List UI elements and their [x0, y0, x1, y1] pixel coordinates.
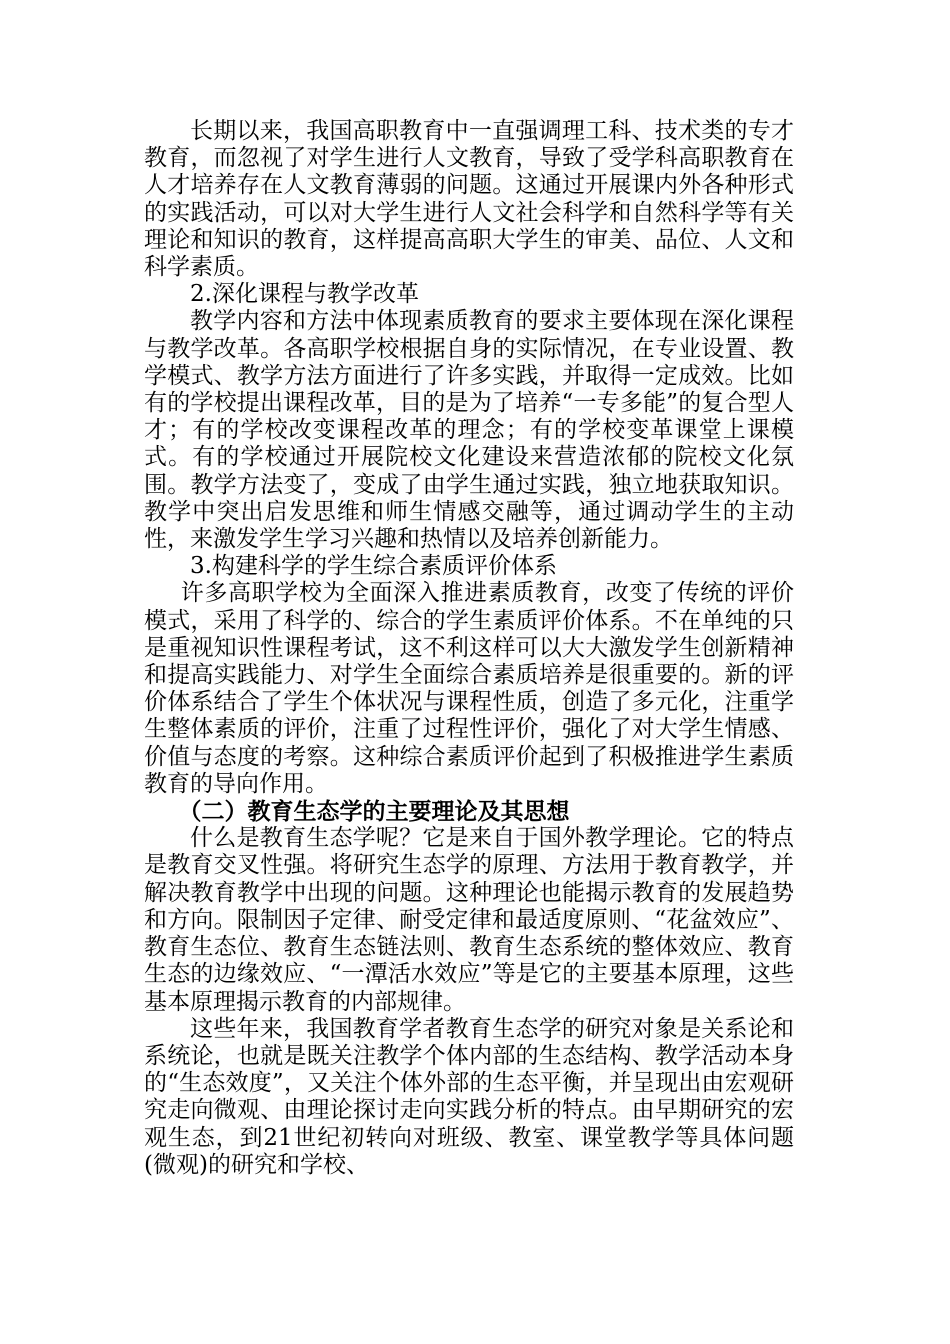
paragraph-educational-ecology-research: 这些年来，我国教育学者教育生态学的研究对象是关系论和系统论，也就是既关注教学个体内部的生态结构、教学活动本身的“生态效度”，又关注个体外部的生态平衡，并呈现出由宏观研究走向微观、由理论探讨走向实践分析的特点。由早期研究的宏观生态，到21世纪初转向对班级、教室、课堂教学等具体问题(微观)的研究和学校、 — [144, 1015, 794, 1178]
heading-educational-ecology: （二）教育生态学的主要理论及其思想 — [178, 798, 570, 826]
heading-curriculum-reform: 2.深化课程与教学改革 — [190, 281, 419, 308]
heading-evaluation-system: 3.构建科学的学生综合素质评价体系 — [190, 553, 557, 580]
document-page — [144, 118, 794, 1179]
paragraph-humanities-education: 长期以来，我国高职教育中一直强调理工科、技术类的专才教育，而忽视了对学生进行人文教育，导致了受学科高职教育在人才培养存在人文教育薄弱的问题。这通过开展课内外各种形式的实践活动，可以对大学生进行人文社会科学和自然科学等有关理论和知识的教育，这样提高高职大学生的审美、品位、人文和科学素质。 — [144, 118, 794, 281]
paragraph-educational-ecology-definition: 什么是教育生态学呢？它是来自于国外教学理论。它的特点是教育交叉性强。将研究生态学的原理、方法用于教育教学，并解决教育教学中出现的问题。这种理论也能揭示教育的发展趋势和方向。限制因子定律、耐受定律和最适度原则、“花盆效应”、教育生态位、教育生态链法则、教育生态系统的整体效应、教育生态的边缘效应、“一潭活水效应”等是它的主要基本原理，这些基本原理揭示教育的内部规律。 — [144, 825, 794, 1015]
paragraph-curriculum-reform: 教学内容和方法中体现素质教育的要求主要体现在深化课程与教学改革。各高职学校根据自身的实际情况，在专业设置、教学模式、教学方法方面进行了许多实践，并取得一定成效。比如有的学校提出课程改革，目的是为了培养“一专多能”的复合型人才；有的学校改变课程改革的理念；有的学校变革课堂上课模式。有的学校通过开展院校文化建设来营造浓郁的院校文化氛围。教学方法变了，变成了由学生通过实践，独立地获取知识。教学中突出启发思维和师生情感交融等，通过调动学生的主动性，来激发学生学习兴趣和热情以及培养创新能力。 — [144, 308, 794, 553]
paragraph-evaluation-system: 许多高职学校为全面深入推进素质教育，改变了传统的评价模式，采用了科学的、综合的学生素质评价体系。不在单纯的只是重视知识性课程考试，这不利这样可以大大激发学生创新精神和提高实践能力、对学生全面综合素质培养是很重要的。新的评价体系结合了学生个体状况与课程性质，创造了多元化，注重学生整体素质的评价，注重了过程性评价，强化了对大学生情感、价值与态度的考察。这种综合素质评价起到了积极推进学生素质教育的导向作用。 — [144, 580, 794, 797]
